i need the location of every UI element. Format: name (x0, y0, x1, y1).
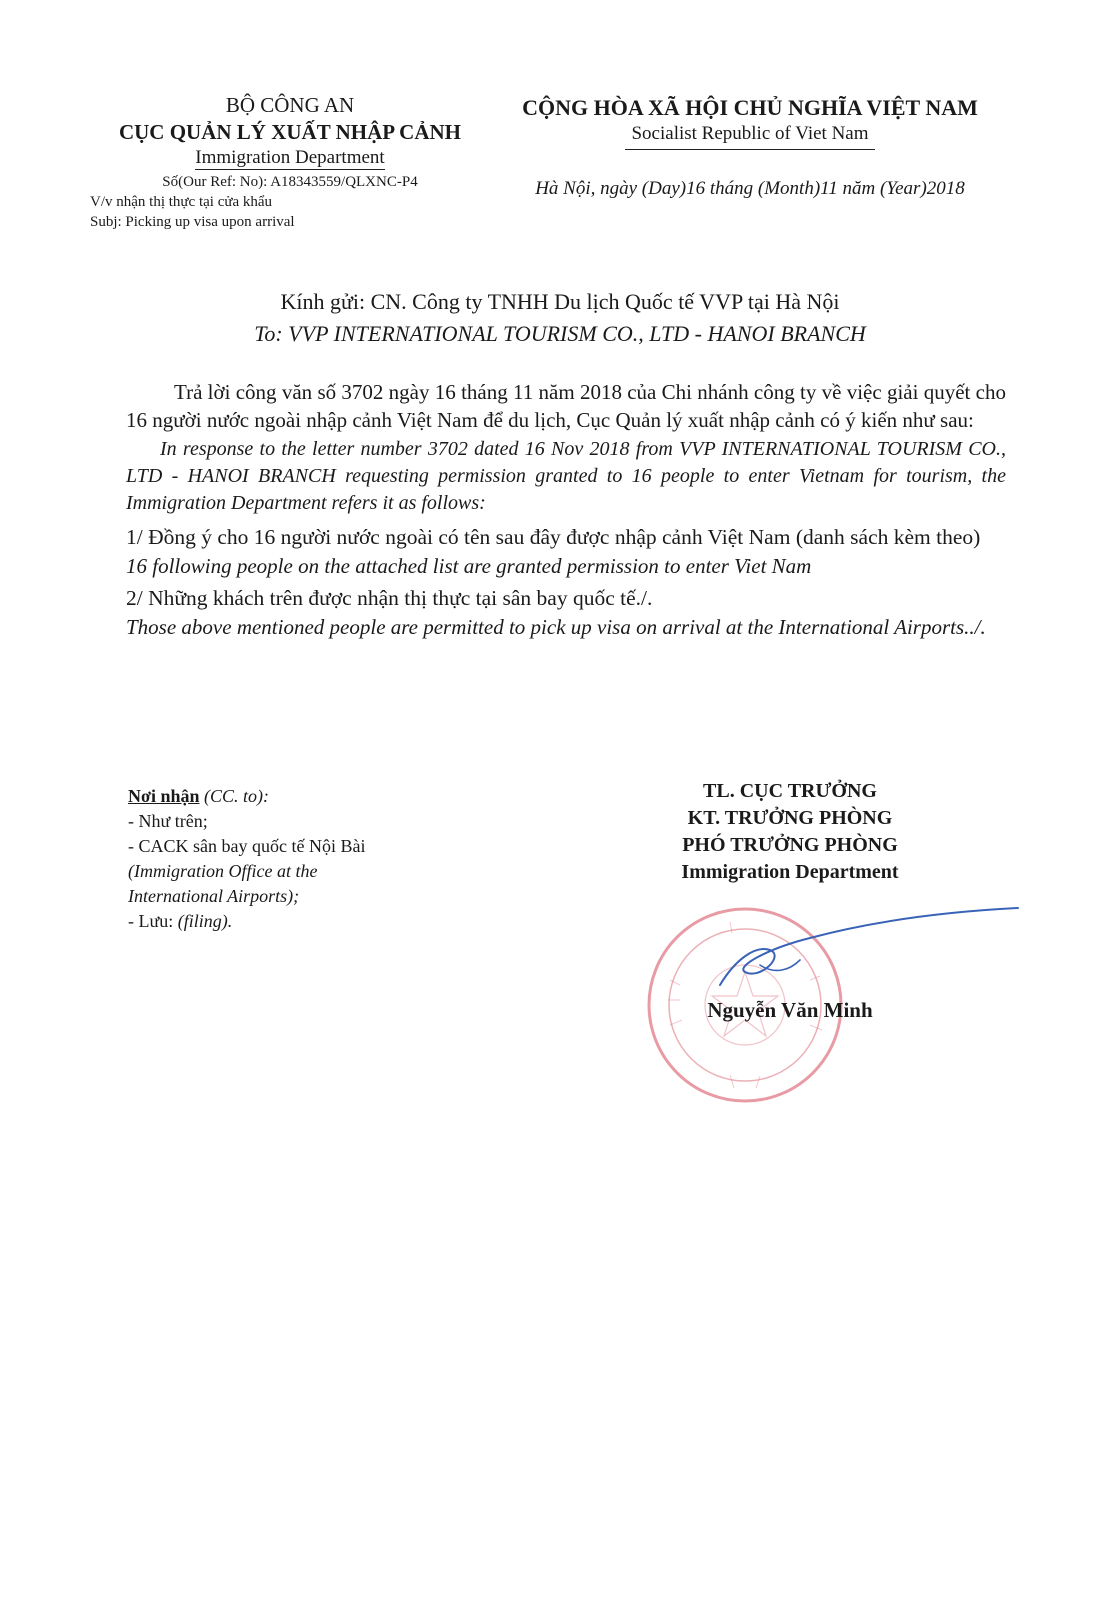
signature-block (620, 778, 960, 886)
subject-en: Subj: Picking up visa upon arrival (90, 214, 295, 230)
recipient-line: - CACK sân bay quốc tế Nội Bài (128, 836, 366, 856)
item-2-en: Those above mentioned people are permitted to pick up visa on arrival at the International Airports../. (126, 615, 986, 639)
letter-body (126, 378, 1006, 641)
recipients-block (128, 784, 468, 934)
intro-paragraph-en: In response to the letter number 3702 dated 16 Nov 2018 from VVP INTERNATIONAL TOURISM CO., LTD - HANOI BRANCH requesting permission granted to 16 people to enter Vietnam for tourism, the Immigration Department refers it as follows: (126, 438, 1006, 514)
intro-paragraph-vn: Trả lời công văn số 3702 ngày 16 tháng 11 năm 2018 của Chi nhánh công ty về việc giải quyết cho 16 người nước ngoài nhập cảnh Việt Nam để du lịch, Cục Quản lý xuất nhập cảnh có ý kiến như sau: (126, 380, 1006, 432)
handwritten-signature (700, 890, 1020, 1000)
reference-number: Số(Our Ref: No): A18343559/QLXNC-P4 (162, 174, 418, 190)
signature-title-4: Immigration Department (681, 861, 899, 883)
item-1-en: 16 following people on the attached list are granted permission to enter Viet Nam (126, 554, 812, 578)
recipient-line: - Lưu: (filing). (128, 911, 233, 931)
header-right (500, 94, 1000, 200)
signature-title-3: PHÓ TRƯỞNG PHÒNG (682, 834, 898, 856)
addressee-vn: Kính gửi: CN. Công ty TNHH Du lịch Quốc tế VVP tại Hà Nội (280, 289, 840, 314)
subject-vn: V/v nhận thị thực tại cửa khẩu (90, 194, 273, 210)
department-name: CỤC QUẢN LÝ XUẤT NHẬP CẢNH (118, 120, 462, 144)
signer-name: Nguyễn Văn Minh (707, 998, 873, 1022)
addressee (0, 286, 1120, 350)
ministry-name: BỘ CÔNG AN (225, 93, 355, 117)
document-date: Hà Nội, ngày (Day)16 tháng (Month)11 năm (Year)2018 (535, 178, 965, 199)
country-name-en: Socialist Republic of Viet Nam (625, 122, 874, 150)
item-2-vn: 2/ Những khách trên được nhận thị thực tại sân bay quốc tế./. (126, 586, 653, 610)
signature-title-1: TL. CỤC TRƯỞNG (703, 780, 877, 802)
item-1-vn: 1/ Đồng ý cho 16 người nước ngoài có tên sau đây được nhập cảnh Việt Nam (danh sách kèm theo) (126, 525, 981, 549)
recipient-line: - Như trên; (128, 811, 208, 831)
addressee-en: To: VVP INTERNATIONAL TOURISM CO., LTD - HANOI BRANCH (254, 321, 866, 346)
recipient-line: (Immigration Office at the (128, 861, 318, 881)
country-name: CỘNG HÒA XÃ HỘI CHỦ NGHĨA VIỆT NAM (522, 95, 978, 120)
signature-title-2: KT. TRƯỞNG PHÒNG (687, 807, 893, 829)
recipients-heading: Nơi nhận (CC. to): (128, 786, 269, 806)
department-name-en: Immigration Department (195, 147, 385, 168)
recipient-line: International Airports); (128, 886, 300, 906)
header-left (80, 92, 500, 232)
